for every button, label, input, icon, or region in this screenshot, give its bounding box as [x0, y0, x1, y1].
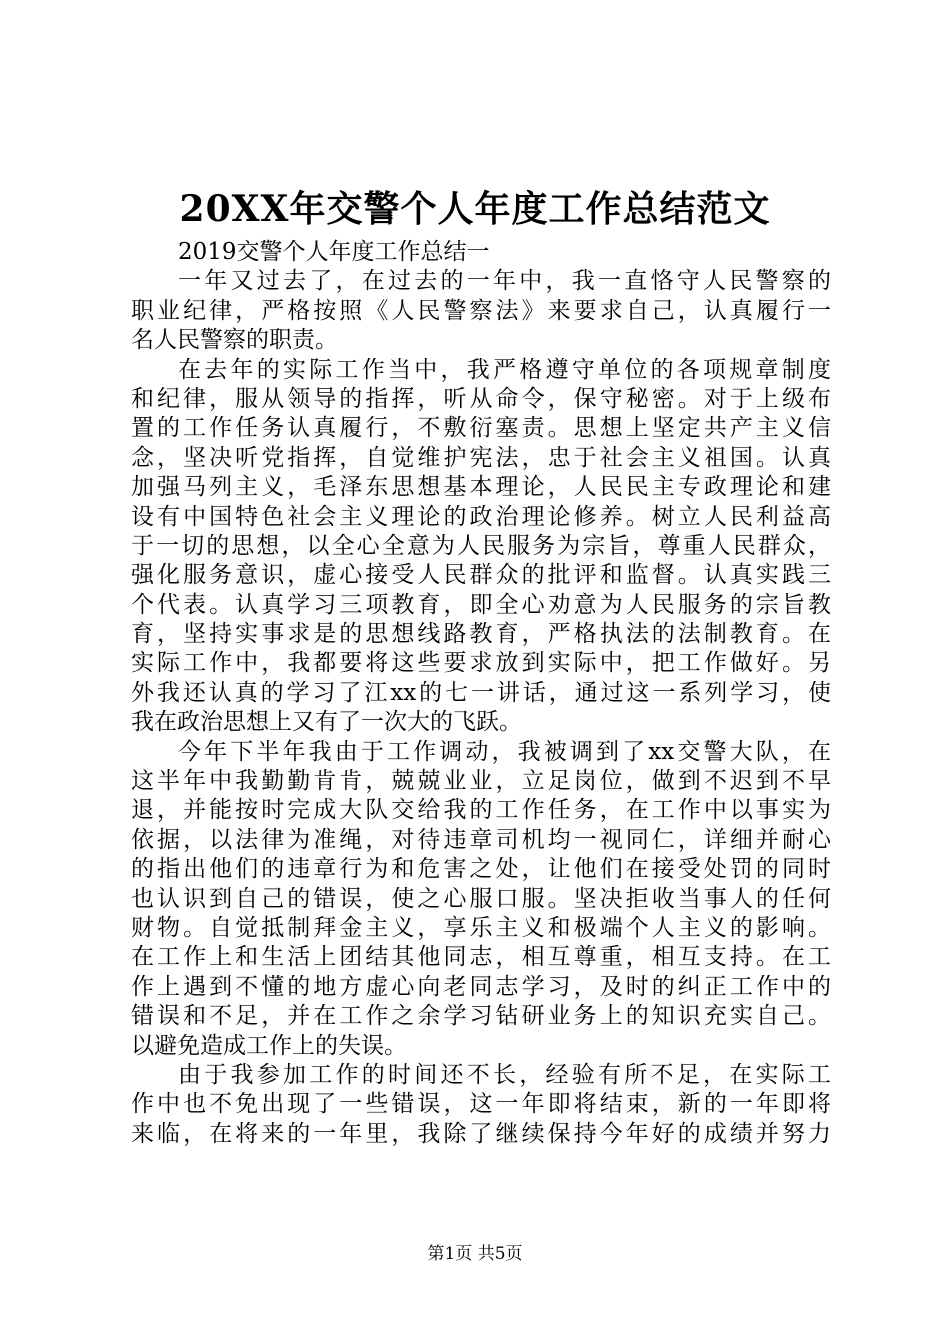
text-line: 于一切的思想，以全心全意为人民服务为宗旨，尊重人民群众， — [131, 532, 831, 559]
text-line: 的指出他们的违章行为和危害之处，让他们在接受处罚的同时 — [131, 856, 831, 883]
text-line: 强化服务意识，虚心接受人民群众的批评和监督。认真实践三 — [131, 562, 831, 589]
text-line: 实际工作中，我都要将这些要求放到实际中，把工作做好。另 — [131, 650, 831, 677]
text-line: 错误和不足，并在工作之余学习钻研业务上的知识充实自己。 — [131, 1003, 831, 1030]
text-line: 依据，以法律为准绳，对待违章司机均一视同仁，详细并耐心 — [131, 826, 831, 853]
text-line: 作中也不免出现了一些错误，这一年即将结束，新的一年即将 — [131, 1091, 831, 1118]
text-line: 由于我参加工作的时间还不长，经验有所不足，在实际工 — [178, 1061, 831, 1088]
document-title: 20XX年交警个人年度工作总结范文 — [179, 188, 771, 230]
text-line: 设有中国特色社会主义理论的政治理论修养。树立人民利益高 — [131, 503, 831, 530]
text-line: 在工作上和生活上团结其他同志，相互尊重，相互支持。在工 — [131, 944, 831, 971]
text-line: 作上遇到不懂的地方虚心向老同志学习，及时的纠正工作中的 — [131, 973, 831, 1000]
text-line: 退，并能按时完成大队交给我的工作任务，在工作中以事实为 — [131, 797, 831, 824]
page-footer: 第1页 共5页 — [427, 1244, 523, 1264]
text-line: 今年下半年我由于工作调动，我被调到了xx交警大队，在 — [178, 738, 831, 765]
text-line: 财物。自觉抵制拜金主义，享乐主义和极端个人主义的影响。 — [131, 914, 831, 941]
text-line: 个代表。认真学习三项教育，即全心劝意为人民服务的宗旨教 — [131, 591, 831, 618]
text-line: 和纪律，服从领导的指挥，听从命令，保守秘密。对于上级布 — [131, 385, 831, 412]
text-line: 以避免造成工作上的失误。 — [131, 1032, 407, 1059]
text-line: 职业纪律，严格按照《人民警察法》来要求自己，认真履行一 — [131, 297, 831, 324]
text-line: 念，坚决听党指挥，自觉维护宪法，忠于社会主义祖国。认真 — [131, 444, 831, 471]
text-line: 名人民警察的职责。 — [131, 327, 338, 354]
text-line: 一年又过去了，在过去的一年中，我一直恪守人民警察的 — [178, 268, 831, 295]
text-line: 加强马列主义，毛泽东思想基本理论，人民民主专政理论和建 — [131, 474, 831, 501]
text-line: 在去年的实际工作当中，我严格遵守单位的各项规章制度 — [178, 356, 831, 383]
text-line: 2019交警个人年度工作总结一 — [178, 239, 490, 265]
text-line: 育，坚持实事求是的思想线路教育，严格执法的法制教育。在 — [131, 621, 831, 648]
document-body — [131, 238, 831, 1149]
text-line: 外我还认真的学习了江xx的七一讲话，通过这一系列学习，使 — [131, 679, 831, 706]
text-line: 这半年中我勤勤肯肯，兢兢业业，立足岗位，做到不迟到不早 — [131, 768, 831, 795]
text-line: 置的工作任务认真履行，不敷衍塞责。思想上坚定共产主义信 — [131, 415, 831, 442]
text-line: 也认识到自己的错误，使之心服口服。坚决拒收当事人的任何 — [131, 885, 831, 912]
text-line: 我在政治思想上又有了一次大的飞跃。 — [131, 709, 522, 736]
text-line: 来临，在将来的一年里，我除了继续保持今年好的成绩并努力 — [131, 1120, 831, 1147]
